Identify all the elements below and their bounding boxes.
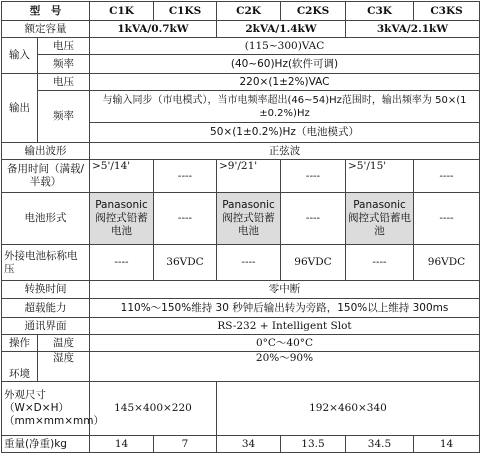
capacity-value: 2kVA/1.4kW — [217, 21, 346, 38]
backup-label: 备用时间（满载/半载） — [2, 160, 90, 193]
input-voltage-value: (115~300)VAC — [90, 38, 480, 55]
weight-value: 14 — [90, 436, 154, 453]
capacity-value: 3kVA/2.1kW — [346, 21, 480, 38]
ext-battery-value: ---- — [90, 245, 154, 281]
weight-label: 重量(净重)kg — [2, 436, 90, 453]
dimensions-row — [2, 382, 480, 436]
ext-battery-value: ---- — [346, 245, 414, 281]
transfer-value: 零中断 — [90, 281, 480, 299]
spec-sheet — [0, 1, 480, 451]
ext-battery-value: 36VDC — [154, 245, 217, 281]
input-freq-value: (40~60)Hz(软件可调) — [90, 55, 480, 74]
output-group-label: 输出 — [2, 74, 38, 143]
battery-type-label: 电池形式 — [2, 193, 90, 245]
header-row — [2, 2, 480, 21]
backup-value: >9'/21' — [217, 160, 281, 193]
overload-row — [2, 299, 480, 318]
battery-type-dash: ---- — [281, 193, 346, 245]
overload-value: 110%～150%维持 30 秒钟后输出转为旁路，150%以上维持 300ms — [90, 299, 480, 318]
output-voltage-row — [2, 74, 480, 91]
backup-value: ---- — [281, 160, 346, 193]
input-freq-row — [2, 55, 480, 74]
model-c1k: C1K — [90, 2, 154, 21]
model-c1ks: C1KS — [154, 2, 217, 21]
ext-battery-label: 外接电池标称电压 — [2, 245, 90, 281]
input-freq-label: 频率 — [38, 55, 90, 74]
ext-battery-value: 96VDC — [281, 245, 346, 281]
model-c3k: C3K — [346, 2, 414, 21]
ups-spec-table — [1, 1, 480, 453]
backup-value: >5'/14' — [90, 160, 154, 193]
env-temp-value: 0°C～40°C — [90, 335, 480, 352]
battery-type-dash: ---- — [414, 193, 480, 245]
capacity-row — [2, 21, 480, 38]
model-c2ks: C2KS — [281, 2, 346, 21]
overload-label: 超载能力 — [2, 299, 90, 318]
model-c2k: C2K — [217, 2, 281, 21]
output-freq-row — [2, 91, 480, 123]
weight-row — [2, 436, 480, 453]
battery-type-row — [2, 193, 480, 245]
backup-row — [2, 160, 480, 193]
comm-row — [2, 318, 480, 335]
comm-label: 通讯界面 — [2, 318, 90, 335]
battery-type-dash: ---- — [154, 193, 217, 245]
output-freq-value — [90, 91, 480, 123]
battery-type-value: Panasonic 阀控式铅蓄电池 — [217, 193, 281, 245]
env-humidity-row — [2, 352, 480, 382]
dimensions-label: 外观尺寸（W×D×H）（mm×mm×mm） — [2, 382, 90, 436]
env-env-label: 环境 — [2, 352, 38, 382]
transfer-label: 转换时间 — [2, 281, 90, 299]
comm-value: RS-232 + Intelligent Slot — [90, 318, 480, 335]
model-c3ks: C3KS — [414, 2, 480, 21]
capacity-value: 1kVA/0.7kW — [90, 21, 217, 38]
input-group-label: 输入 — [2, 38, 38, 74]
env-humidity-value: 20%～90% — [90, 352, 480, 382]
ext-battery-row — [2, 245, 480, 281]
capacity-label: 额定容量 — [2, 21, 90, 38]
output-freq-label: 频率 — [38, 91, 90, 143]
env-humidity-label: 湿度 — [38, 352, 90, 382]
env-temp-label: 温度 — [38, 335, 90, 352]
type-label: 型 号 — [2, 2, 90, 21]
weight-value: 13.5 — [281, 436, 346, 453]
env-temp-row — [2, 335, 480, 352]
dimensions-value: 145×400×220 — [90, 382, 217, 436]
output-freq-line2: ±0.2%)Hz — [259, 107, 310, 119]
output-voltage-label: 电压 — [38, 74, 90, 91]
weight-value: 34 — [217, 436, 281, 453]
backup-value: >5'/15' — [346, 160, 414, 193]
backup-value: ---- — [154, 160, 217, 193]
waveform-label: 输出波形 — [2, 143, 90, 160]
weight-value: 7 — [154, 436, 217, 453]
output-voltage-value: 220×(1±2%)VAC — [90, 74, 480, 91]
ext-battery-value: 96VDC — [414, 245, 480, 281]
ext-battery-value: ---- — [217, 245, 281, 281]
weight-value: 14 — [414, 436, 480, 453]
input-voltage-label: 电压 — [38, 38, 90, 55]
weight-value: 34.5 — [346, 436, 414, 453]
battery-type-value: Panasonic 阀控式铅蓄电池 — [90, 193, 154, 245]
dimensions-value: 192×460×340 — [217, 382, 480, 436]
waveform-value: 正弦波 — [90, 143, 480, 160]
input-voltage-row — [2, 38, 480, 55]
battery-type-value: Panasonic 阀控式铅蓄电池 — [346, 193, 414, 245]
transfer-row — [2, 281, 480, 299]
waveform-row — [2, 143, 480, 160]
output-freq-line1: 与输入同步（市电模式），当市电频率超出(46~54)Hz范围时，输出频率为 50×(1 — [102, 94, 467, 106]
env-op-label: 操作 — [2, 335, 38, 352]
backup-value: ---- — [414, 160, 480, 193]
output-freq-battery-value: 50×(1±0.2%)Hz（电池模式） — [90, 123, 480, 143]
